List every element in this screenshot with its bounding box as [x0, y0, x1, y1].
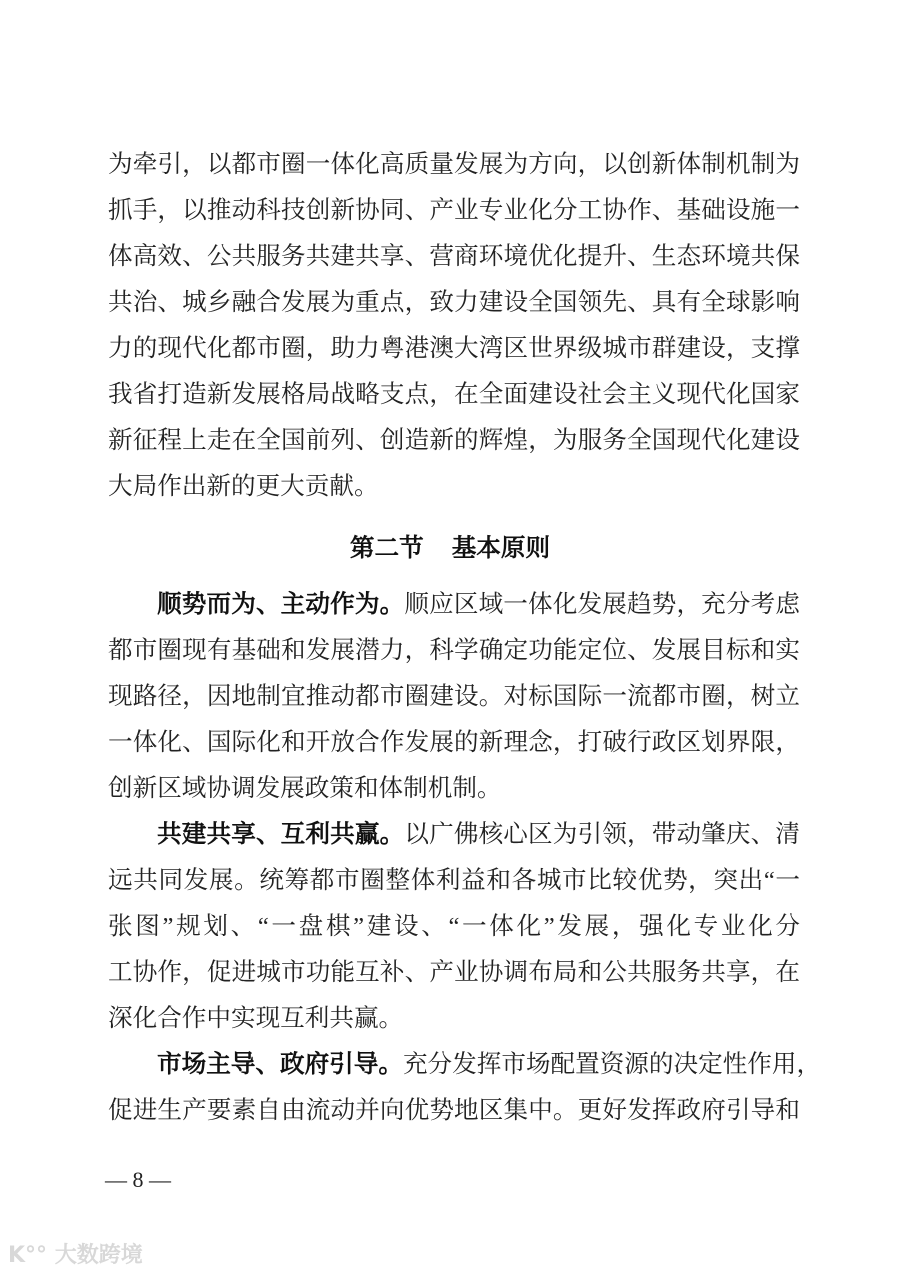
principle-text: 以广佛核心区为引领，带动肇庆、清: [404, 821, 800, 848]
text-line: 促进生产要素自由流动并向优势地区集中。更好发挥政府引导和: [108, 1097, 800, 1124]
text-line: 工协作，促进城市功能互补、产业协调布局和公共服务共享，在: [108, 959, 800, 986]
text-line: 创新区域协调发展政策和体制机制。: [108, 775, 502, 802]
text-line: 抓手，以推动科技创新协同、产业专业化分工协作、基础设施一: [108, 197, 800, 224]
text-line: 新征程上走在全国前列、创造新的辉煌，为服务全国现代化建设: [108, 427, 800, 454]
text-line: 一体化、国际化和开放合作发展的新理念，打破行政区划界限，: [108, 729, 800, 756]
section-title: 基本原则: [451, 535, 551, 562]
text-line: 远共同发展。统筹都市圈整体利益和各城市比较优势，突出“一: [108, 867, 800, 894]
principle-text: 充分发挥市场配置资源的决定性作用，: [402, 1051, 822, 1078]
watermark-logo: K°° 大数跨境: [8, 1243, 143, 1268]
text-line: 共治、城乡融合发展为重点，致力建设全国领先、具有全球影响: [108, 289, 800, 316]
text-line: 力的现代化都市圈，助力粤港澳大湾区世界级城市群建设，支撑: [108, 335, 800, 362]
principle-1: [108, 582, 800, 812]
principle-title: 顺势而为、主动作为。: [157, 591, 405, 618]
text-line: [108, 812, 800, 858]
section-number: 第二节: [349, 535, 424, 562]
principle-3: [108, 1042, 822, 1134]
principle-title: 共建共享、互利共赢。: [157, 821, 405, 848]
paragraph-intro: [108, 142, 800, 510]
section-heading: [0, 526, 900, 572]
text-line: 体高效、公共服务共建共享、营商环境优化提升、生态环境共保: [108, 243, 800, 270]
text-line: 张图”规划、“一盘棋”建设、“一体化”发展，强化专业化分: [108, 913, 800, 940]
text-line: 大局作出新的更大贡献。: [108, 473, 379, 500]
text-line: 都市圈现有基础和发展潜力，科学确定功能定位、发展目标和实: [108, 637, 800, 664]
text-line: [108, 582, 800, 628]
text-line: 我省打造新发展格局战略支点，在全面建设社会主义现代化国家: [108, 381, 800, 408]
page-number: — 8 —: [105, 1167, 171, 1192]
principle-2: [108, 812, 800, 1042]
text-line: 为牵引，以都市圈一体化高质量发展为方向，以创新体制机制为: [108, 151, 800, 178]
text-line: [108, 1042, 822, 1088]
principle-text: 顺应区域一体化发展趋势，充分考虑: [404, 591, 800, 618]
principle-title: 市场主导、政府引导。: [157, 1051, 403, 1078]
text-line: 深化合作中实现互利共赢。: [108, 1005, 404, 1032]
text-line: 现路径，因地制宜推动都市圈建设。对标国际一流都市圈，树立: [108, 683, 800, 710]
